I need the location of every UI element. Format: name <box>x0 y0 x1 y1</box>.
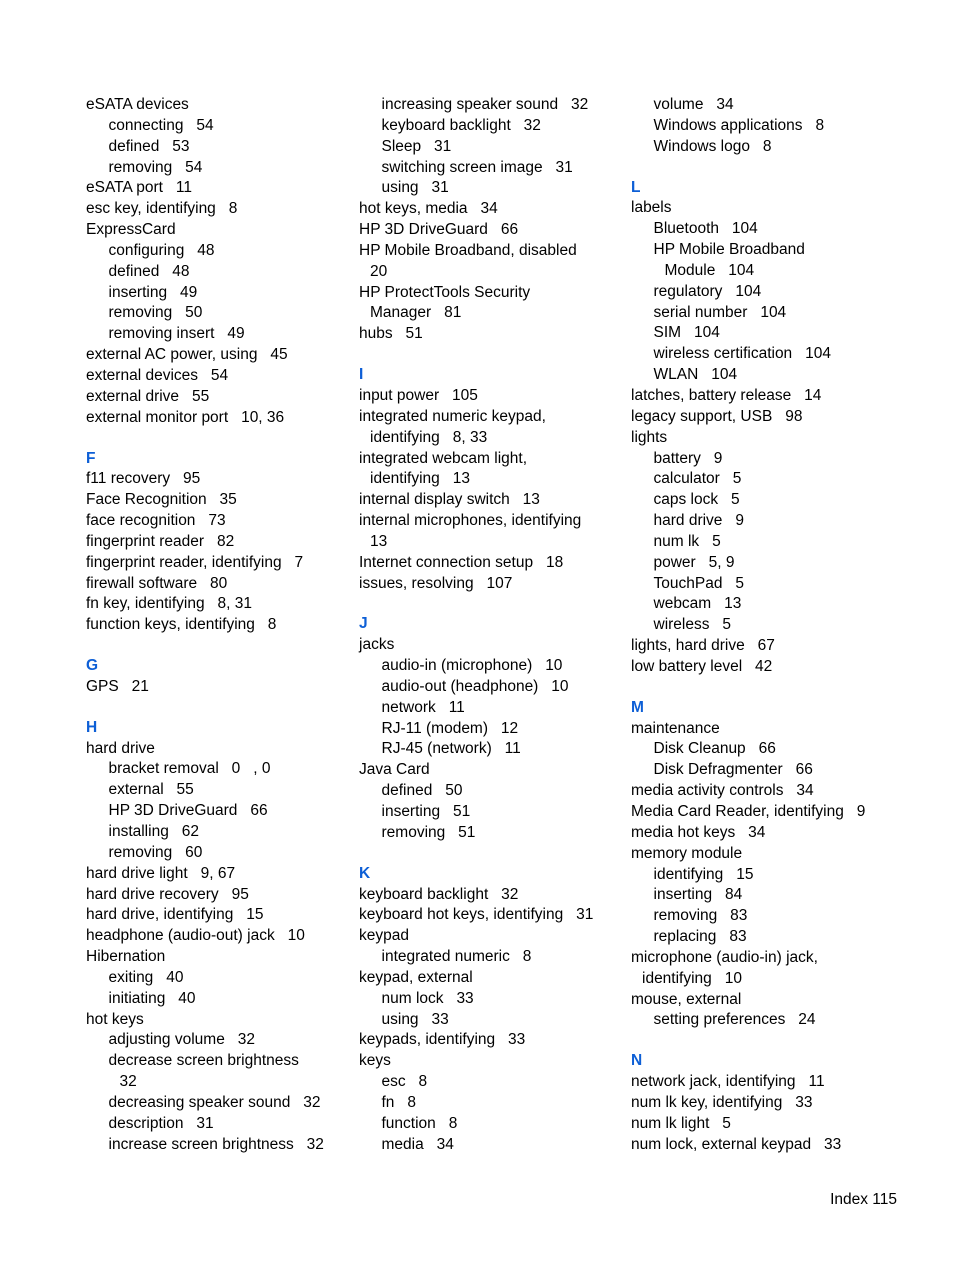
index-entry: decreasing speaker sound 32 <box>108 1093 321 1111</box>
index-entry: firewall software 80 <box>86 574 228 592</box>
index-entry: increasing speaker sound 32 <box>381 96 589 113</box>
index-entry: bracket removal 0 , 0 <box>108 760 271 778</box>
index-entry: eSATA port 11 <box>86 179 192 197</box>
index-entry: fn 8 <box>381 1093 416 1111</box>
index-entry: regulatory 104 <box>653 282 762 300</box>
page-footer: Index 115 <box>830 1191 897 1208</box>
index-entry: keypad, external <box>359 968 473 986</box>
index-entry: eSATA devices <box>86 96 189 113</box>
index-section-letter: L <box>631 178 641 196</box>
section-spacer <box>359 594 621 614</box>
index-section-letter: K <box>359 864 371 882</box>
index-entry: f11 recovery 95 <box>86 470 201 488</box>
section-spacer <box>86 636 348 656</box>
index-entry: HP 3D DriveGuard 66 <box>108 802 268 820</box>
index-entry: 20 <box>370 262 388 280</box>
index-entry: hot keys, media 34 <box>359 200 498 218</box>
index-entry: inserting 49 <box>108 283 198 301</box>
index-entry: integrated numeric keypad, <box>359 407 546 425</box>
index-entry: function 8 <box>381 1114 458 1132</box>
index-entry: keyboard backlight 32 <box>381 116 541 134</box>
index-entry: latches, battery release 14 <box>631 386 822 404</box>
index-entry: face recognition 73 <box>86 512 226 530</box>
index-entry: maintenance <box>631 719 720 737</box>
index-entry: network jack, identifying 11 <box>631 1073 825 1091</box>
index-entry: Disk Defragmenter 66 <box>653 761 813 779</box>
index-entry: using 31 <box>381 179 449 197</box>
index-entry: description 31 <box>108 1114 214 1132</box>
index-entry: installing 62 <box>108 823 199 840</box>
index-entry: audio-in (microphone) 10 <box>381 657 563 675</box>
index-entry: defined 48 <box>108 262 190 280</box>
index-entry: HP Mobile Broadband <box>653 241 805 259</box>
index-entry: calculator 5 <box>653 470 742 488</box>
index-entry: removing 83 <box>653 907 748 925</box>
index-entry: HP Mobile Broadband, disabled <box>359 241 577 259</box>
index-entry: Sleep 31 <box>381 137 452 155</box>
index-entry: esc 8 <box>381 1073 428 1091</box>
index-entry: removing 50 <box>108 304 203 322</box>
index-section-letter: J <box>359 615 368 633</box>
index-entry: removing 54 <box>108 158 203 176</box>
section-spacer <box>86 698 348 718</box>
index-section-letter: H <box>86 718 98 736</box>
index-entry: Windows logo 8 <box>653 137 772 155</box>
index-entry: identifying 10 <box>642 969 742 987</box>
index-entry: Manager 81 <box>370 304 462 322</box>
index-entry: Java Card <box>359 761 430 779</box>
index-entry: Internet connection setup 18 <box>359 553 564 571</box>
index-column-1 <box>86 95 348 1156</box>
index-entry: hard drive 9 <box>653 512 744 530</box>
index-entry: internal display switch 13 <box>359 491 540 509</box>
index-column-2 <box>359 95 621 1156</box>
index-entry: HP ProtectTools Security <box>359 283 531 301</box>
index-entry: inserting 51 <box>381 803 471 820</box>
index-entry: webcam 13 <box>653 595 742 613</box>
index-entry: identifying 8, 33 <box>370 428 488 446</box>
index-entry: removing insert 49 <box>108 325 245 343</box>
index-entry: initiating 40 <box>108 989 196 1007</box>
index-entry: lights <box>631 428 668 446</box>
index-entry: lights, hard drive 67 <box>631 637 775 655</box>
index-entry: input power 105 <box>359 386 478 404</box>
index-entry: WLAN 104 <box>653 366 738 384</box>
index-entry: hard drive light 9, 67 <box>86 864 236 882</box>
index-entry: setting preferences 24 <box>653 1011 816 1029</box>
index-entry: media activity controls 34 <box>631 782 814 800</box>
index-entry: keys <box>359 1052 391 1070</box>
index-entry: issues, resolving 107 <box>359 574 513 592</box>
index-entry: Media Card Reader, identifying 9 <box>631 803 866 820</box>
index-entry: inserting 84 <box>653 886 743 904</box>
index-entry: external 55 <box>108 781 194 799</box>
index-entry: removing 51 <box>381 823 476 841</box>
section-spacer <box>86 429 348 449</box>
index-entry: legacy support, USB 98 <box>631 407 803 425</box>
index-entry: Face Recognition 35 <box>86 491 237 509</box>
index-entry: memory module <box>631 844 743 862</box>
index-entry: volume 34 <box>653 96 734 113</box>
index-entry: exiting 40 <box>108 968 184 986</box>
index-entry: ExpressCard <box>86 221 176 239</box>
index-entry: keypad <box>359 927 409 945</box>
index-entry: RJ-45 (network) 11 <box>381 740 521 758</box>
index-entry: audio-out (headphone) 10 <box>381 677 569 695</box>
index-entry: HP 3D DriveGuard 66 <box>359 221 519 239</box>
index-entry: num lk 5 <box>653 532 721 550</box>
index-section-letter: N <box>631 1052 643 1070</box>
index-entry: serial number 104 <box>653 303 787 321</box>
index-entry: using 33 <box>381 1010 449 1028</box>
index-entry: fingerprint reader 82 <box>86 532 235 550</box>
index-entry: function keys, identifying 8 <box>86 616 277 634</box>
index-entry: network 11 <box>381 698 465 716</box>
index-entry: caps lock 5 <box>653 491 740 509</box>
section-spacer <box>359 345 621 365</box>
index-entry: esc key, identifying 8 <box>86 200 238 218</box>
index-entry: num lk light 5 <box>631 1114 731 1132</box>
index-entry: 32 <box>119 1073 137 1091</box>
index-section-letter: G <box>86 657 99 675</box>
index-entry: defined 53 <box>108 137 190 155</box>
index-entry: hard drive <box>86 739 155 757</box>
index-entry: external drive 55 <box>86 387 210 405</box>
index-entry: media 34 <box>381 1135 454 1153</box>
index-entry: mouse, external <box>631 990 742 1008</box>
index-entry: Hibernation <box>86 948 166 966</box>
index-entry: Disk Cleanup 66 <box>653 740 776 758</box>
index-entry: RJ-11 (modem) 12 <box>381 719 519 737</box>
index-section-letter: I <box>359 366 364 384</box>
section-spacer <box>631 678 901 698</box>
index-section-letter: F <box>86 449 96 467</box>
index-entry: connecting 54 <box>108 116 214 134</box>
index-entry: integrated webcam light, <box>359 449 528 467</box>
index-entry: GPS 21 <box>86 677 149 695</box>
index-entry: microphone (audio-in) jack, <box>631 948 818 966</box>
index-entry: identifying 13 <box>370 470 470 488</box>
index-entry: removing 60 <box>108 843 203 861</box>
index-entry: 13 <box>370 532 388 550</box>
section-spacer <box>359 844 621 864</box>
index-entry: battery 9 <box>653 449 723 467</box>
index-entry: fn key, identifying 8, 31 <box>86 595 253 613</box>
index-entry: fingerprint reader, identifying 7 <box>86 553 304 571</box>
index-entry: keyboard hot keys, identifying 31 <box>359 906 594 924</box>
index-entry: Windows applications 8 <box>653 116 825 134</box>
index-section-letter: M <box>631 698 644 716</box>
index-entry: Module 104 <box>664 261 755 279</box>
index-entry: increase screen brightness 32 <box>108 1135 324 1153</box>
index-entry: SIM 104 <box>653 324 720 342</box>
index-entry: power 5, 9 <box>653 553 735 571</box>
index-entry: jacks <box>359 636 395 654</box>
index-entry: media hot keys 34 <box>631 823 766 841</box>
index-entry: hard drive, identifying 15 <box>86 906 264 924</box>
section-spacer <box>631 1031 901 1051</box>
index-entry: keyboard backlight 32 <box>359 885 519 903</box>
index-entry: Bluetooth 104 <box>653 220 758 238</box>
index-entry: num lock 33 <box>381 989 474 1007</box>
index-entry: adjusting volume 32 <box>108 1031 255 1049</box>
index-entry: decrease screen brightness <box>108 1052 299 1070</box>
index-entry: labels <box>631 199 672 217</box>
index-entry: hard drive recovery 95 <box>86 885 249 903</box>
section-spacer <box>631 158 901 178</box>
index-entry: TouchPad 5 <box>653 574 744 592</box>
index-entry: headphone (audio-out) jack 10 <box>86 927 305 945</box>
index-entry: switching screen image 31 <box>381 158 573 176</box>
index-entry: low battery level 42 <box>631 657 773 675</box>
index-entry: hot keys <box>86 1010 144 1028</box>
index-entry: identifying 15 <box>653 865 754 883</box>
index-entry: wireless certification 104 <box>653 345 831 363</box>
index-entry: wireless 5 <box>653 616 732 634</box>
index-column-3 <box>631 95 901 1156</box>
index-entry: configuring 48 <box>108 241 215 259</box>
index-entry: internal microphones, identifying <box>359 512 582 530</box>
index-entry: hubs 51 <box>359 325 423 343</box>
index-entry: external AC power, using 45 <box>86 346 288 364</box>
index-entry: external monitor port 10, 36 <box>86 408 285 426</box>
index-entry: replacing 83 <box>653 928 747 946</box>
index-entry: defined 50 <box>381 782 463 800</box>
index-entry: keypads, identifying 33 <box>359 1031 526 1049</box>
index-entry: integrated numeric 8 <box>381 948 532 966</box>
index-entry: num lock, external keypad 33 <box>631 1135 842 1153</box>
index-entry: num lk key, identifying 33 <box>631 1093 813 1111</box>
index-entry: external devices 54 <box>86 366 229 384</box>
